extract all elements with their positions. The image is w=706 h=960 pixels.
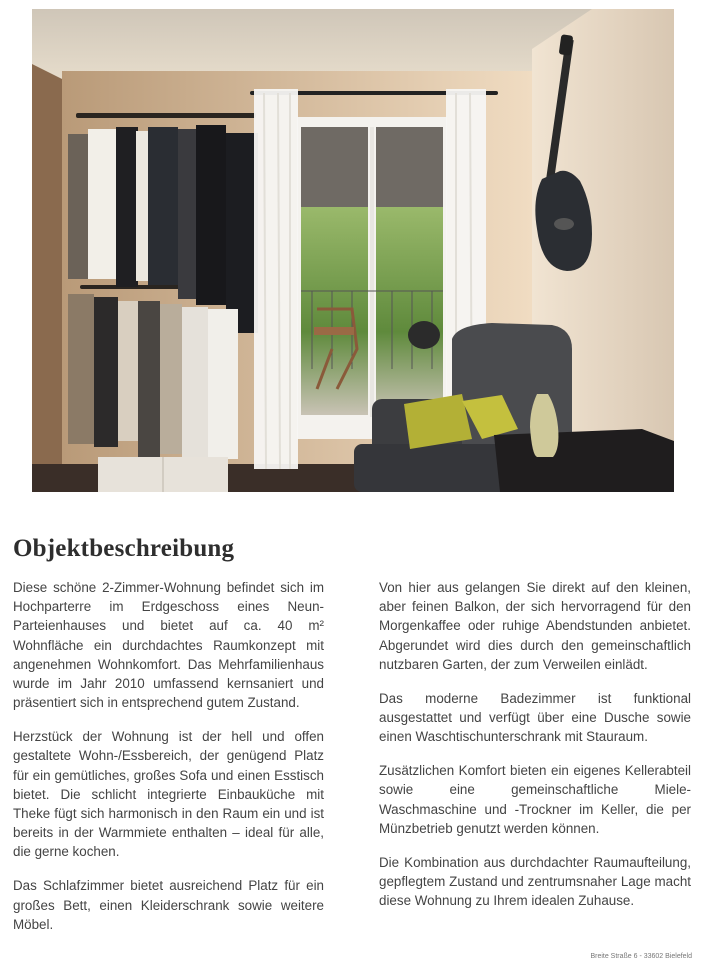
paragraph-summary: Die Kombination aus durchdachter Raumaufteilung, gepflegtem Zustand und zentrumsnaher Lage macht diese Wohnung zu Ihrem idealen Zuhause.	[379, 854, 691, 909]
description-right-column	[379, 578, 691, 925]
paragraph-apartment-intro: Diese schöne 2-Zimmer-Wohnung befindet sich im Hochparterre im Erdgeschoss eines Neun-Parteienhauses und bietet auf ca. 40 m² Wohnfläche ein durchdachtes Raumkonzept mit angenehmen Wohnkomfort. Das Mehrfamilienhaus wurde im Jahr 2010 umfassend kernsaniert und präsentiert sich in entsprechend gutem Zustand.	[13, 580, 324, 711]
paragraph-cellar: Zusätzlichen Komfort bieten ein eigenes Kellerabteil sowie eine gemeinschaftliche Miele-Waschmaschine und -Trockner im Keller, die per Münzbetrieb genutzt werden können.	[379, 763, 691, 836]
footer-address: Breite Straße 6 - 33602 Bielefeld	[590, 953, 692, 960]
paragraph-bathroom: Das moderne Badezimmer ist funktional ausgestattet und verfügt über eine Dusche sowie einen Waschtischunterschrank mit Stauraum.	[379, 690, 691, 745]
description-left-column	[13, 578, 324, 949]
paragraph-bedroom: Das Schlafzimmer bietet ausreichend Platz für ein großes Bett, einen Kleiderschrank sowie weitere Möbel.	[13, 878, 324, 932]
room-photo	[32, 9, 674, 492]
paragraph-balcony: Von hier aus gelangen Sie direkt auf den kleinen, aber feinen Balkon, der sich hervorragend für den Morgenkaffee oder ruhige Abendstunden anbietet. Abgerundet wird dies durch den gemeinschaftlich nutzbaren Garten, der zum Verweilen einlädt.	[379, 580, 691, 672]
section-title: Objektbeschreibung	[13, 535, 235, 562]
paragraph-living-area: Herzstück der Wohnung ist der hell und offen gestaltete Wohn-/Essbereich, der genügend Platz für ein gemütliches, großes Sofa und einen Esstisch bietet. Die schlicht integrierte Einbauküche mit Theke fügt sich harmonisch in den Raum ein und ist bereits in der Warmmiete enthalten – ideal für alle, die gerne kochen.	[13, 729, 324, 860]
